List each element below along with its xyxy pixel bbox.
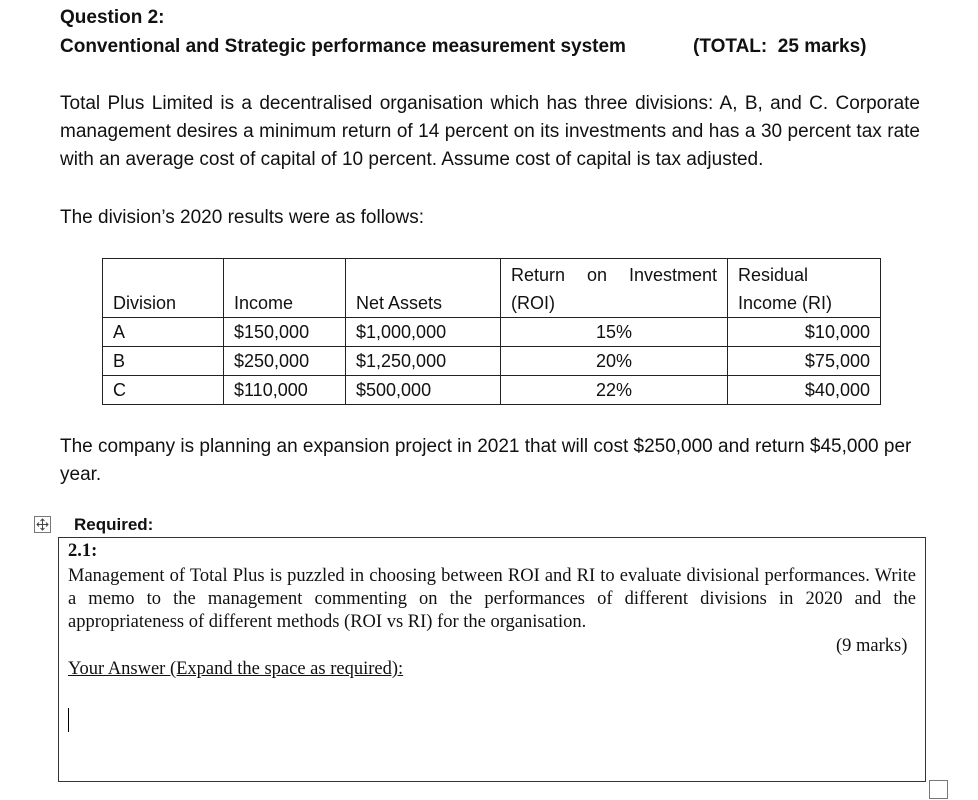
cell-income: $250,000 bbox=[224, 347, 346, 376]
table-header-row bbox=[103, 259, 881, 318]
cell-roi: 22% bbox=[501, 376, 728, 405]
header-net-assets: Net Assets bbox=[346, 259, 501, 318]
cell-division: A bbox=[103, 318, 224, 347]
results-label: The division’s 2020 results were as follows: bbox=[60, 207, 424, 228]
cell-net-assets: $500,000 bbox=[346, 376, 501, 405]
cell-roi: 15% bbox=[501, 318, 728, 347]
cell-roi: 20% bbox=[501, 347, 728, 376]
text-cursor bbox=[68, 708, 69, 732]
question-subtitle: Conventional and Strategic performance measurement system bbox=[60, 36, 626, 57]
cell-division: B bbox=[103, 347, 224, 376]
header-roi bbox=[501, 259, 728, 318]
cell-net-assets: $1,250,000 bbox=[346, 347, 501, 376]
cell-ri: $40,000 bbox=[728, 376, 881, 405]
table-row bbox=[103, 376, 881, 405]
header-roi-word3: Investment bbox=[628, 265, 717, 285]
intro-paragraph: Total Plus Limited is a decentralised organisation which has three divisions: A, B, and C. Corporate management desires a minimum return of 14 percent on its investments and has a 30 percent tax rate with an average cost of capital of 10 percent. Assume cost of capital is tax adjusted. bbox=[60, 93, 920, 170]
part-marks: (9 marks) bbox=[836, 636, 908, 656]
header-income: Income bbox=[224, 259, 346, 318]
header-roi-word2: on bbox=[586, 265, 607, 285]
part-number: 2.1: bbox=[68, 541, 98, 561]
cell-income: $110,000 bbox=[224, 376, 346, 405]
table-row bbox=[103, 347, 881, 376]
cell-net-assets: $1,000,000 bbox=[346, 318, 501, 347]
header-ri bbox=[728, 259, 881, 318]
cell-division: C bbox=[103, 376, 224, 405]
answer-label: Your Answer (Expand the space as required): bbox=[68, 659, 404, 679]
header-roi-abbr: (ROI) bbox=[511, 293, 555, 313]
header-ri-line2: Income (RI) bbox=[738, 293, 833, 313]
header-division: Division bbox=[103, 259, 224, 318]
expansion-paragraph: The company is planning an expansion project in 2021 that will cost $250,000 and return $45,000 per year. bbox=[60, 436, 912, 485]
total-marks: (TOTAL: 25 marks) bbox=[693, 36, 867, 57]
division-results-table bbox=[102, 258, 881, 405]
table-resize-icon[interactable] bbox=[929, 780, 948, 799]
table-row bbox=[103, 318, 881, 347]
move-arrows-icon[interactable] bbox=[34, 516, 51, 533]
cell-ri: $10,000 bbox=[728, 318, 881, 347]
header-roi-word1: Return bbox=[511, 265, 566, 285]
question-title: Question 2: bbox=[60, 7, 165, 28]
required-label: Required: bbox=[74, 515, 154, 534]
cell-income: $150,000 bbox=[224, 318, 346, 347]
header-ri-line1: Residual bbox=[738, 265, 809, 285]
part-question-text: Management of Total Plus is puzzled in choosing between ROI and RI to evaluate divisional performances. Write a memo to the management commenting on the performances of different divisions in 2020 and the appropriateness of different methods (ROI vs RI) for the organisation. bbox=[68, 566, 916, 632]
cell-ri: $75,000 bbox=[728, 347, 881, 376]
